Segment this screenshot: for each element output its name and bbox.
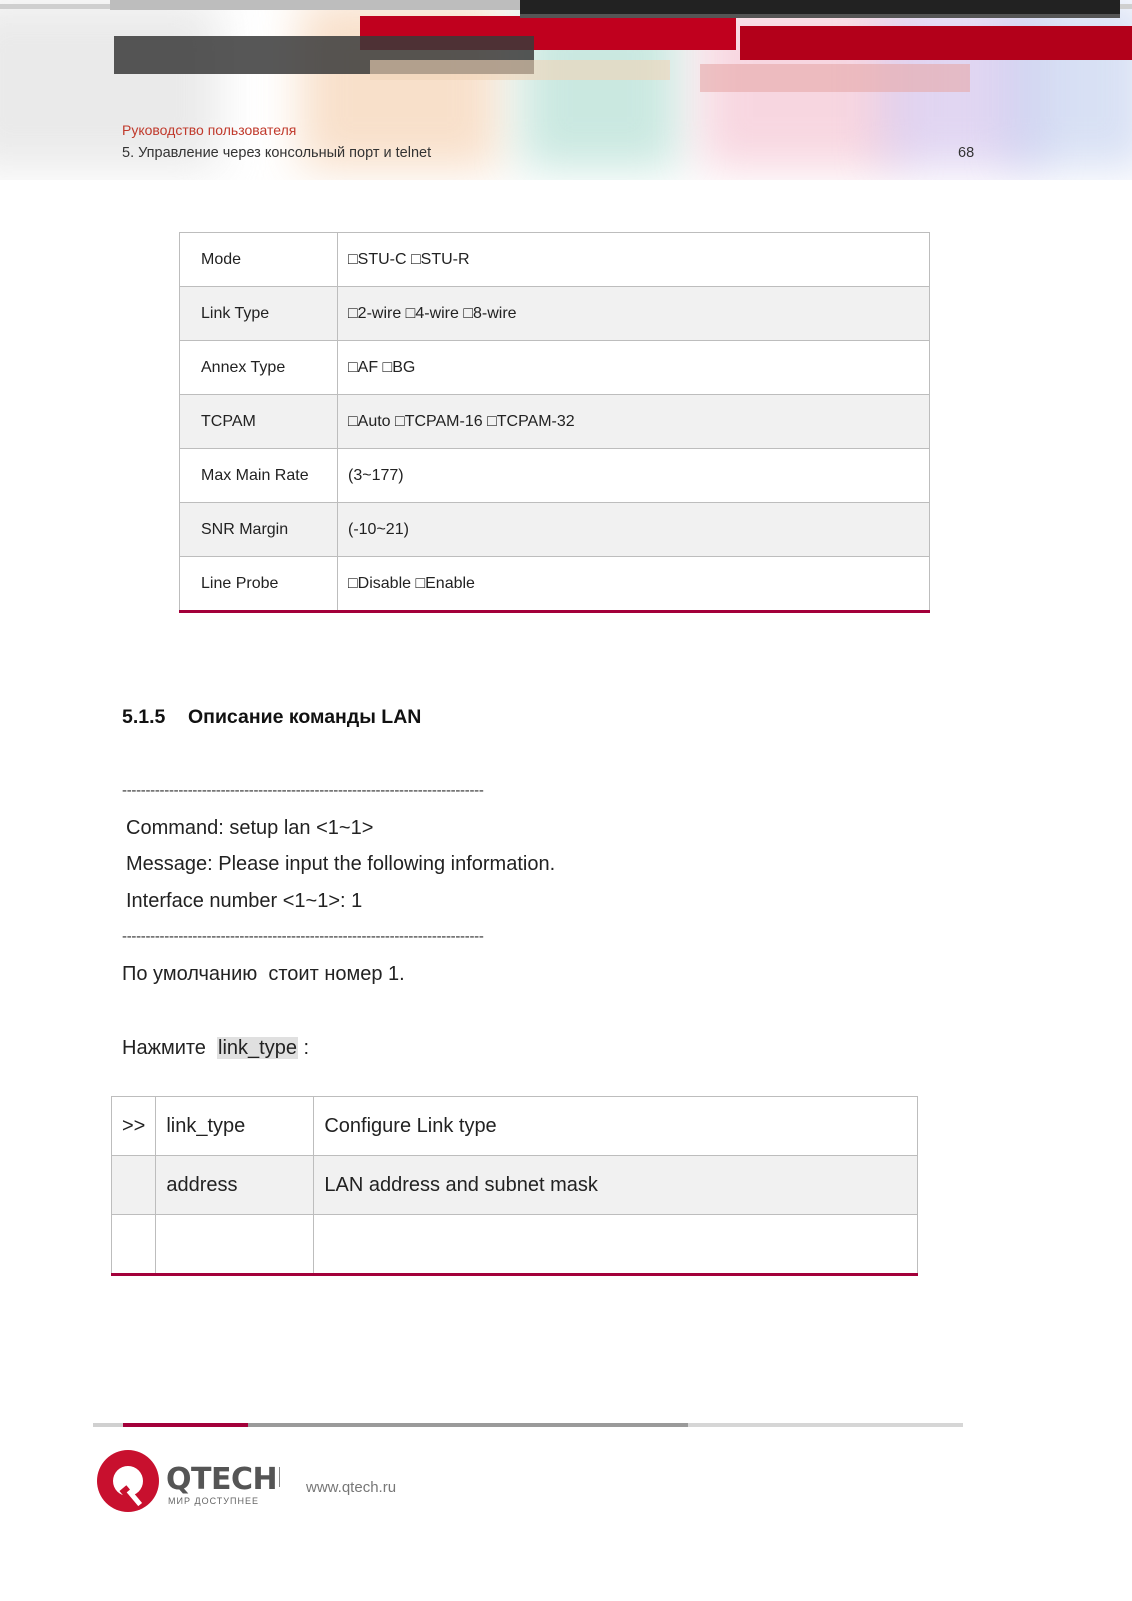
page-number: 68 <box>958 145 975 161</box>
table-row <box>180 395 930 449</box>
table-row <box>180 341 930 395</box>
param-name: Line Probe <box>180 557 338 612</box>
command-line: Command: setup lan <1~1> <box>126 817 374 839</box>
section-title: Описание команды LAN <box>188 706 422 728</box>
separator-line: ----------------------------------------------------------------------------- <box>122 782 484 799</box>
table-row <box>112 1156 918 1215</box>
option-name: link_type <box>156 1097 314 1156</box>
param-value: □Auto □TCPAM-16 □TCPAM-32 <box>338 395 930 449</box>
logo-wordmark: QTECH <box>166 1462 278 1497</box>
footer-rule <box>123 1423 248 1427</box>
param-value: □Disable □Enable <box>338 557 930 612</box>
table-row <box>180 287 930 341</box>
highlighted-keyword: link_type <box>218 1037 297 1059</box>
param-value: (-10~21) <box>338 503 930 557</box>
param-value: □STU-C □STU-R <box>338 233 930 287</box>
press-suffix: : <box>297 1037 310 1059</box>
document-title: Руководство пользователя <box>122 122 297 138</box>
footer-separator <box>279 1467 280 1487</box>
section-heading <box>122 706 421 729</box>
table-row <box>180 503 930 557</box>
param-name: Mode <box>180 233 338 287</box>
footer-url[interactable]: www.qtech.ru <box>306 1479 397 1496</box>
table-row <box>180 233 930 287</box>
footer-rule <box>248 1423 688 1427</box>
parameters-table <box>179 232 930 613</box>
message-line: Message: Please input the following information. <box>126 853 556 875</box>
param-name: Link Type <box>180 287 338 341</box>
footer-rule <box>688 1423 963 1427</box>
option-name: address <box>156 1156 314 1215</box>
param-value: □AF □BG <box>338 341 930 395</box>
logo-tagline: МИР ДОСТУПНЕЕ <box>168 1496 259 1506</box>
command-options-table <box>111 1096 918 1276</box>
row-marker <box>112 1215 156 1275</box>
option-name <box>156 1215 314 1275</box>
param-value: □2-wire □4-wire □8-wire <box>338 287 930 341</box>
press-instruction <box>122 1037 309 1060</box>
param-name: TCPAM <box>180 395 338 449</box>
table-row <box>112 1097 918 1156</box>
section-number: 5.1.5 <box>122 706 166 728</box>
chapter-title: 5. Управление через консольный порт и telnet <box>122 145 432 161</box>
qtech-logo-icon <box>96 1449 160 1513</box>
option-description: Configure Link type <box>314 1097 918 1156</box>
row-marker: >> <box>112 1097 156 1156</box>
param-name: Max Main Rate <box>180 449 338 503</box>
separator-line: ----------------------------------------------------------------------------- <box>122 928 484 945</box>
param-value: (3~177) <box>338 449 930 503</box>
param-name: SNR Margin <box>180 503 338 557</box>
footer-rule <box>93 1423 123 1427</box>
option-description: LAN address and subnet mask <box>314 1156 918 1215</box>
param-name: Annex Type <box>180 341 338 395</box>
row-marker <box>112 1156 156 1215</box>
default-note: По умолчанию стоит номер 1. <box>122 963 405 985</box>
interface-line: Interface number <1~1>: 1 <box>126 890 363 912</box>
table-row <box>180 449 930 503</box>
press-prefix: Нажмите <box>122 1037 218 1059</box>
option-description <box>314 1215 918 1275</box>
table-row <box>180 557 930 612</box>
table-row <box>112 1215 918 1275</box>
